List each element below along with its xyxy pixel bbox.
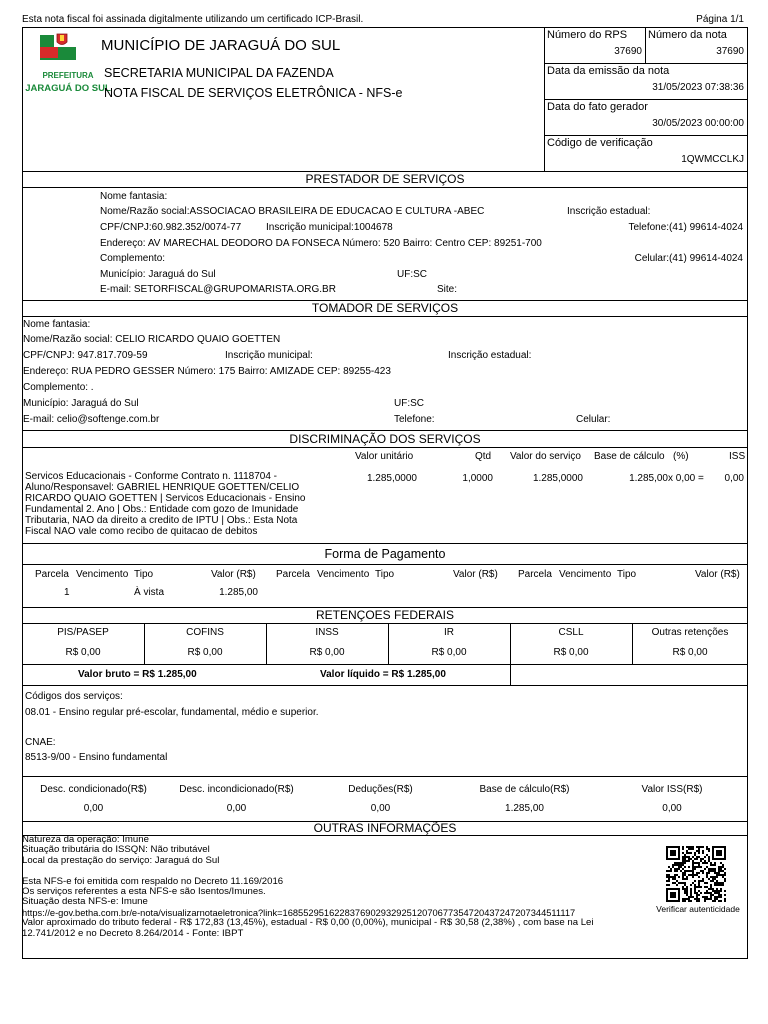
pag-col-vencimento: Vencimento	[76, 569, 129, 580]
section-divider	[22, 316, 748, 317]
ret-value-cofins: R$ 0,00	[187, 647, 223, 658]
outras-line: Natureza da operação: Imune	[22, 834, 149, 845]
pag-col-valor: Valor (R$)	[211, 569, 256, 580]
valor-servico-value: 1.285,0000	[532, 473, 583, 484]
tomador-inscricao-municipal: Inscrição municipal:	[225, 350, 313, 361]
header-divider	[544, 99, 748, 100]
col-iss: ISS	[729, 451, 746, 462]
nota-value: 37690	[716, 46, 744, 57]
outras-line: Situação desta NFS-e: Imune	[22, 896, 148, 908]
base-calculo-value: 1.285,00	[629, 473, 668, 484]
servico-descricao-line: RICARDO QUAIO GOETTEN | Servicos Educacionais - Ensino	[25, 493, 306, 504]
tomador-telefone: Telefone:	[394, 414, 435, 425]
pag-col-valor: Valor (R$)	[453, 569, 498, 580]
header-divider	[544, 63, 748, 64]
section-divider	[22, 685, 748, 686]
qr-caption: Verificar autenticidade	[656, 904, 740, 914]
servico-descricao-line: Fiscal NAO vale como recibo de quitacao de debitos	[25, 526, 258, 537]
tot-value-iss: 0,00	[662, 803, 682, 814]
tot-label-desc-incond: Desc. incondicionado(R$)	[179, 784, 294, 795]
ret-value-inss: R$ 0,00	[309, 647, 345, 658]
outras-line: Valor aproximado do tributo federal - R$ 172,83 (13,45%), estadual - R$ 0,00 (0,00%), municipal - R$ 30,58 (2,38%) , com base na Lei	[22, 917, 594, 929]
pag-col-tipo: Tipo	[134, 569, 154, 580]
rps-label: Número do RPS	[547, 29, 628, 41]
ret-label-csll: CSLL	[558, 627, 584, 638]
servico-descricao-line: Fundamental 2. Ano | Obs.: Entidade com gozo de Imunidade	[25, 504, 299, 515]
section-divider	[22, 430, 748, 431]
outras-line: Local da prestação do serviço: Jaraguá do Sul	[22, 854, 220, 866]
pag-col-parcela: Parcela	[276, 569, 310, 580]
tot-label-iss: Valor ISS(R$)	[641, 784, 703, 795]
prestador-celular: Celular:(41) 99614-4024	[634, 253, 743, 264]
header-divider	[645, 27, 646, 64]
ret-value-ir: R$ 0,00	[431, 647, 467, 658]
servico-descricao-line: Tributaria, NAO da direito a credito de IPTU | Obs.: Esta Nota	[25, 515, 298, 526]
city-logo	[25, 33, 111, 99]
ret-label-inss: INSS	[315, 627, 339, 638]
verificacao-value: 1QWMCCLKJ	[681, 154, 744, 165]
section-divider	[22, 187, 748, 188]
ret-label-outras: Outras retenções	[651, 627, 729, 638]
section-divider	[22, 564, 748, 565]
section-divider	[22, 776, 748, 777]
ret-value-outras: R$ 0,00	[672, 647, 708, 658]
tot-label-deducoes: Deduções(R$)	[348, 784, 413, 795]
col-qtd: Qtd	[475, 451, 492, 462]
emissao-label: Data da emissão da nota	[547, 65, 670, 77]
valor-bruto: Valor bruto = R$ 1.285,00	[78, 669, 197, 680]
ret-value-pis: R$ 0,00	[65, 647, 101, 658]
servicos-title: DISCRIMINAÇÃO DOS SERVIÇOS	[289, 432, 481, 446]
pag-col-tipo: Tipo	[375, 569, 395, 580]
prestador-inscricao-municipal: Inscrição municipal:1004678	[266, 222, 393, 233]
outras-line: Os serviços referentes a esta NFS-e são Isentos/Imunes.	[22, 885, 266, 897]
tomador-email: E-mail: celio@softenge.com.br	[23, 414, 160, 425]
fato-gerador-label: Data do fato gerador	[547, 101, 648, 113]
section-divider	[22, 447, 748, 448]
ret-label-ir: IR	[444, 627, 454, 638]
tomador-complemento: Complemento: .	[23, 382, 94, 393]
codigo-servico: 08.01 - Ensino regular pré-escolar, fundamental, médio e superior.	[25, 707, 319, 718]
pag-valor-value: 1.285,00	[219, 587, 258, 598]
tot-value-desc-cond: 0,00	[83, 803, 104, 814]
tot-value-base: 1.285,00	[505, 803, 544, 814]
tomador-municipio: Município: Jaraguá do Sul	[23, 398, 139, 409]
prestador-title: PRESTADOR DE SERVIÇOS	[305, 172, 465, 186]
tot-label-base: Base de cálculo(R$)	[479, 784, 570, 795]
tot-label-desc-cond: Desc. condicionado(R$)	[40, 784, 147, 795]
prestador-municipio: Município: Jaraguá do Sul	[100, 269, 216, 280]
ret-label-cofins: COFINS	[186, 627, 224, 638]
prestador-cpf-cnpj: CPF/CNPJ:60.982.352/0074-77	[100, 222, 242, 233]
prestador-inscricao-estadual: Inscrição estadual:	[567, 206, 651, 217]
logo-text-prefeitura: PREFEITURA	[42, 71, 94, 80]
qtd-value: 1,0000	[462, 473, 493, 484]
municipality-title: MUNICÍPIO DE JARAGUÁ DO SUL	[101, 37, 341, 54]
section-divider	[22, 623, 748, 624]
tomador-celular: Celular:	[576, 414, 611, 425]
valor-liquido: Valor líquido = R$ 1.285,00	[320, 669, 446, 680]
document-title: NOTA FISCAL DE SERVIÇOS ELETRÔNICA - NFS-e	[104, 86, 403, 100]
cnae-label: CNAE:	[25, 737, 56, 748]
outras-line	[22, 866, 644, 876]
tomador-title: TOMADOR DE SERVIÇOS	[311, 301, 459, 315]
col-valor-servico: Valor do serviço	[510, 451, 581, 462]
valor-unitario-value: 1.285,0000	[366, 473, 417, 484]
signature-note: Esta nota fiscal foi assinada digitalmente utilizando um certificado ICP-Brasil.	[22, 14, 364, 25]
logo-text-city: JARAGUÁ DO SUL	[25, 83, 111, 94]
pag-col-tipo: Tipo	[617, 569, 637, 580]
servico-descricao-line: Aluno/Responsavel: GABRIEL HENRIQUE GOETTEN/CELIO	[25, 482, 300, 493]
pagamento-title: Forma de Pagamento	[324, 547, 446, 561]
aliquota-calc: x 0,00 =	[668, 473, 704, 484]
retencoes-title: RETENÇOES FEDERAIS	[315, 608, 455, 622]
servico-descricao-line: Servicos Educacionais - Conforme Contrato n. 1118704 -	[25, 471, 277, 482]
tomador-cpf-cnpj: CPF/CNPJ: 947.817.709-59	[23, 350, 148, 361]
section-divider	[22, 664, 748, 665]
page-number: Página 1/1	[696, 14, 744, 25]
prestador-email: E-mail: SETORFISCAL@GRUPOMARISTA.ORG.BR	[100, 284, 336, 295]
pag-col-parcela: Parcela	[35, 569, 69, 580]
qr-code-icon[interactable]	[666, 846, 726, 902]
outras-line: Situação tributária do ISSQN: Não tributável	[22, 844, 210, 856]
iss-value: 0,00	[724, 473, 744, 484]
prestador-nome-fantasia: Nome fantasia:	[100, 191, 168, 202]
secretariat-title: SECRETARIA MUNICIPAL DA FAZENDA	[104, 66, 334, 80]
header-divider	[544, 135, 748, 136]
cnae-value: 8513-9/00 - Ensino fundamental	[25, 752, 168, 763]
section-divider	[22, 543, 748, 544]
col-base-calculo: Base de cálculo	[594, 451, 665, 462]
prestador-endereco: Endereço: AV MARECHAL DEODORO DA FONSECA Número: 520 Bairro: Centro CEP: 89251-700	[100, 238, 542, 249]
emissao-value: 31/05/2023 07:38:36	[652, 82, 744, 93]
ret-value-csll: R$ 0,00	[553, 647, 589, 658]
grid-divider	[510, 664, 511, 685]
codigos-label: Códigos dos serviços:	[25, 691, 123, 702]
outras-line: https://e-gov.betha.com.br/e-nota/visualizarnotaeletronica?link=168552951622837690293292512070677354720437247207344511117	[22, 907, 576, 918]
col-percentual: (%)	[673, 451, 689, 462]
prestador-site: Site:	[437, 284, 458, 295]
pag-col-valor: Valor (R$)	[695, 569, 740, 580]
outras-line: 12.741/2012 e no Decreto 8.264/2014 - Fonte: IBPT	[22, 927, 244, 939]
pag-tipo-value: À vista	[134, 587, 165, 598]
tomador-endereco: Endereço: RUA PEDRO GESSER Número: 175 Bairro: AMIZADE CEP: 89255-423	[23, 366, 391, 377]
outras-line: Esta NFS-e foi emitida com respaldo no Decreto 11.169/2016	[22, 875, 284, 887]
tomador-nome-fantasia: Nome fantasia:	[23, 319, 91, 330]
pag-col-vencimento: Vencimento	[559, 569, 612, 580]
tomador-razao-social: Nome/Razão social: CELIO RICARDO QUAIO GOETTEN	[23, 334, 281, 345]
prestador-razao-social: Nome/Razão social:ASSOCIACAO BRASILEIRA DE EDUCACAO E CULTURA -ABEC	[100, 206, 485, 217]
tot-value-deducoes: 0,00	[370, 803, 391, 814]
tomador-uf: UF:SC	[394, 398, 424, 409]
fato-gerador-value: 30/05/2023 00:00:00	[652, 118, 744, 129]
tomador-inscricao-estadual: Inscrição estadual:	[448, 350, 532, 361]
outras-texto	[22, 835, 644, 939]
pag-col-parcela: Parcela	[518, 569, 552, 580]
verificacao-label: Código de verificação	[547, 137, 653, 149]
servico-descricao	[25, 471, 345, 537]
rps-value: 37690	[614, 46, 642, 57]
outras-title: OUTRAS INFORMAÇÕES	[313, 821, 457, 835]
ret-label-pis: PIS/PASEP	[57, 627, 109, 638]
nota-label: Número da nota	[648, 29, 727, 41]
prestador-telefone: Telefone:(41) 99614-4024	[628, 222, 743, 233]
pag-parcela-value: 1	[64, 587, 70, 598]
col-valor-unitario: Valor unitário	[355, 451, 414, 462]
prestador-uf: UF:SC	[397, 269, 427, 280]
prestador-complemento: Complemento:	[100, 253, 166, 264]
pag-col-vencimento: Vencimento	[317, 569, 370, 580]
tot-value-desc-incond: 0,00	[226, 803, 247, 814]
